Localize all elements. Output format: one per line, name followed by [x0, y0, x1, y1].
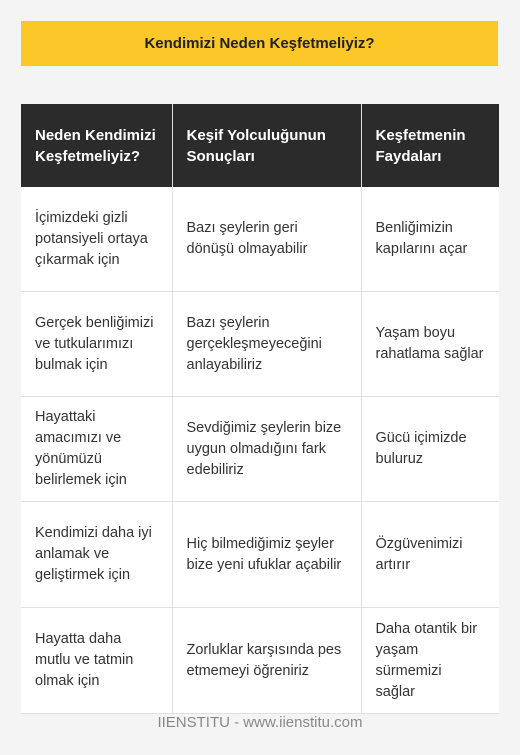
table-row [21, 187, 499, 292]
title-banner [21, 21, 498, 66]
table-cell: Hiç bilmediğimiz şeyler bize yeni ufuklar açabilir [172, 502, 361, 608]
table-cell: Özgüvenimizi artırır [361, 502, 499, 608]
table-cell: Hayattaki amacımızı ve yönümüzü belirlemek için [21, 397, 172, 502]
table-row [21, 292, 499, 397]
table-row [21, 608, 499, 714]
table-header-row [21, 104, 499, 187]
table-cell: Benliğimizin kapılarını açar [361, 187, 499, 292]
table-row [21, 502, 499, 608]
table-cell: Hayatta daha mutlu ve tatmin olmak için [21, 608, 172, 714]
table-cell: İçimizdeki gizli potansiyeli ortaya çıkarmak için [21, 187, 172, 292]
table-cell: Zorluklar karşısında pes etmemeyi öğreniriz [172, 608, 361, 714]
table-cell: Bazı şeylerin geri dönüşü olmayabilir [172, 187, 361, 292]
column-header-benefits: Keşfetmenin Faydaları [361, 104, 499, 187]
table-cell: Sevdiğimiz şeylerin bize uygun olmadığını fark edebiliriz [172, 397, 361, 502]
table-cell: Kendimizi daha iyi anlamak ve geliştirmek için [21, 502, 172, 608]
table-cell: Yaşam boyu rahatlama sağlar [361, 292, 499, 397]
page-title: Kendimizi Neden Keşfetmeliyiz? [144, 35, 375, 52]
table-cell: Daha otantik bir yaşam sürmemizi sağlar [361, 608, 499, 714]
table-cell: Bazı şeylerin gerçekleşmeyeceğini anlayabiliriz [172, 292, 361, 397]
comparison-table [21, 104, 499, 714]
column-header-reasons: Neden Kendimizi Keşfetmeliyiz? [21, 104, 172, 187]
table-row [21, 397, 499, 502]
footer-credit: IIENSTITU - www.iienstitu.com [157, 714, 363, 731]
table-cell: Gücü içimizde buluruz [361, 397, 499, 502]
column-header-results: Keşif Yolculuğunun Sonuçları [172, 104, 361, 187]
table-cell: Gerçek benliğimizi ve tutkularımızı bulmak için [21, 292, 172, 397]
